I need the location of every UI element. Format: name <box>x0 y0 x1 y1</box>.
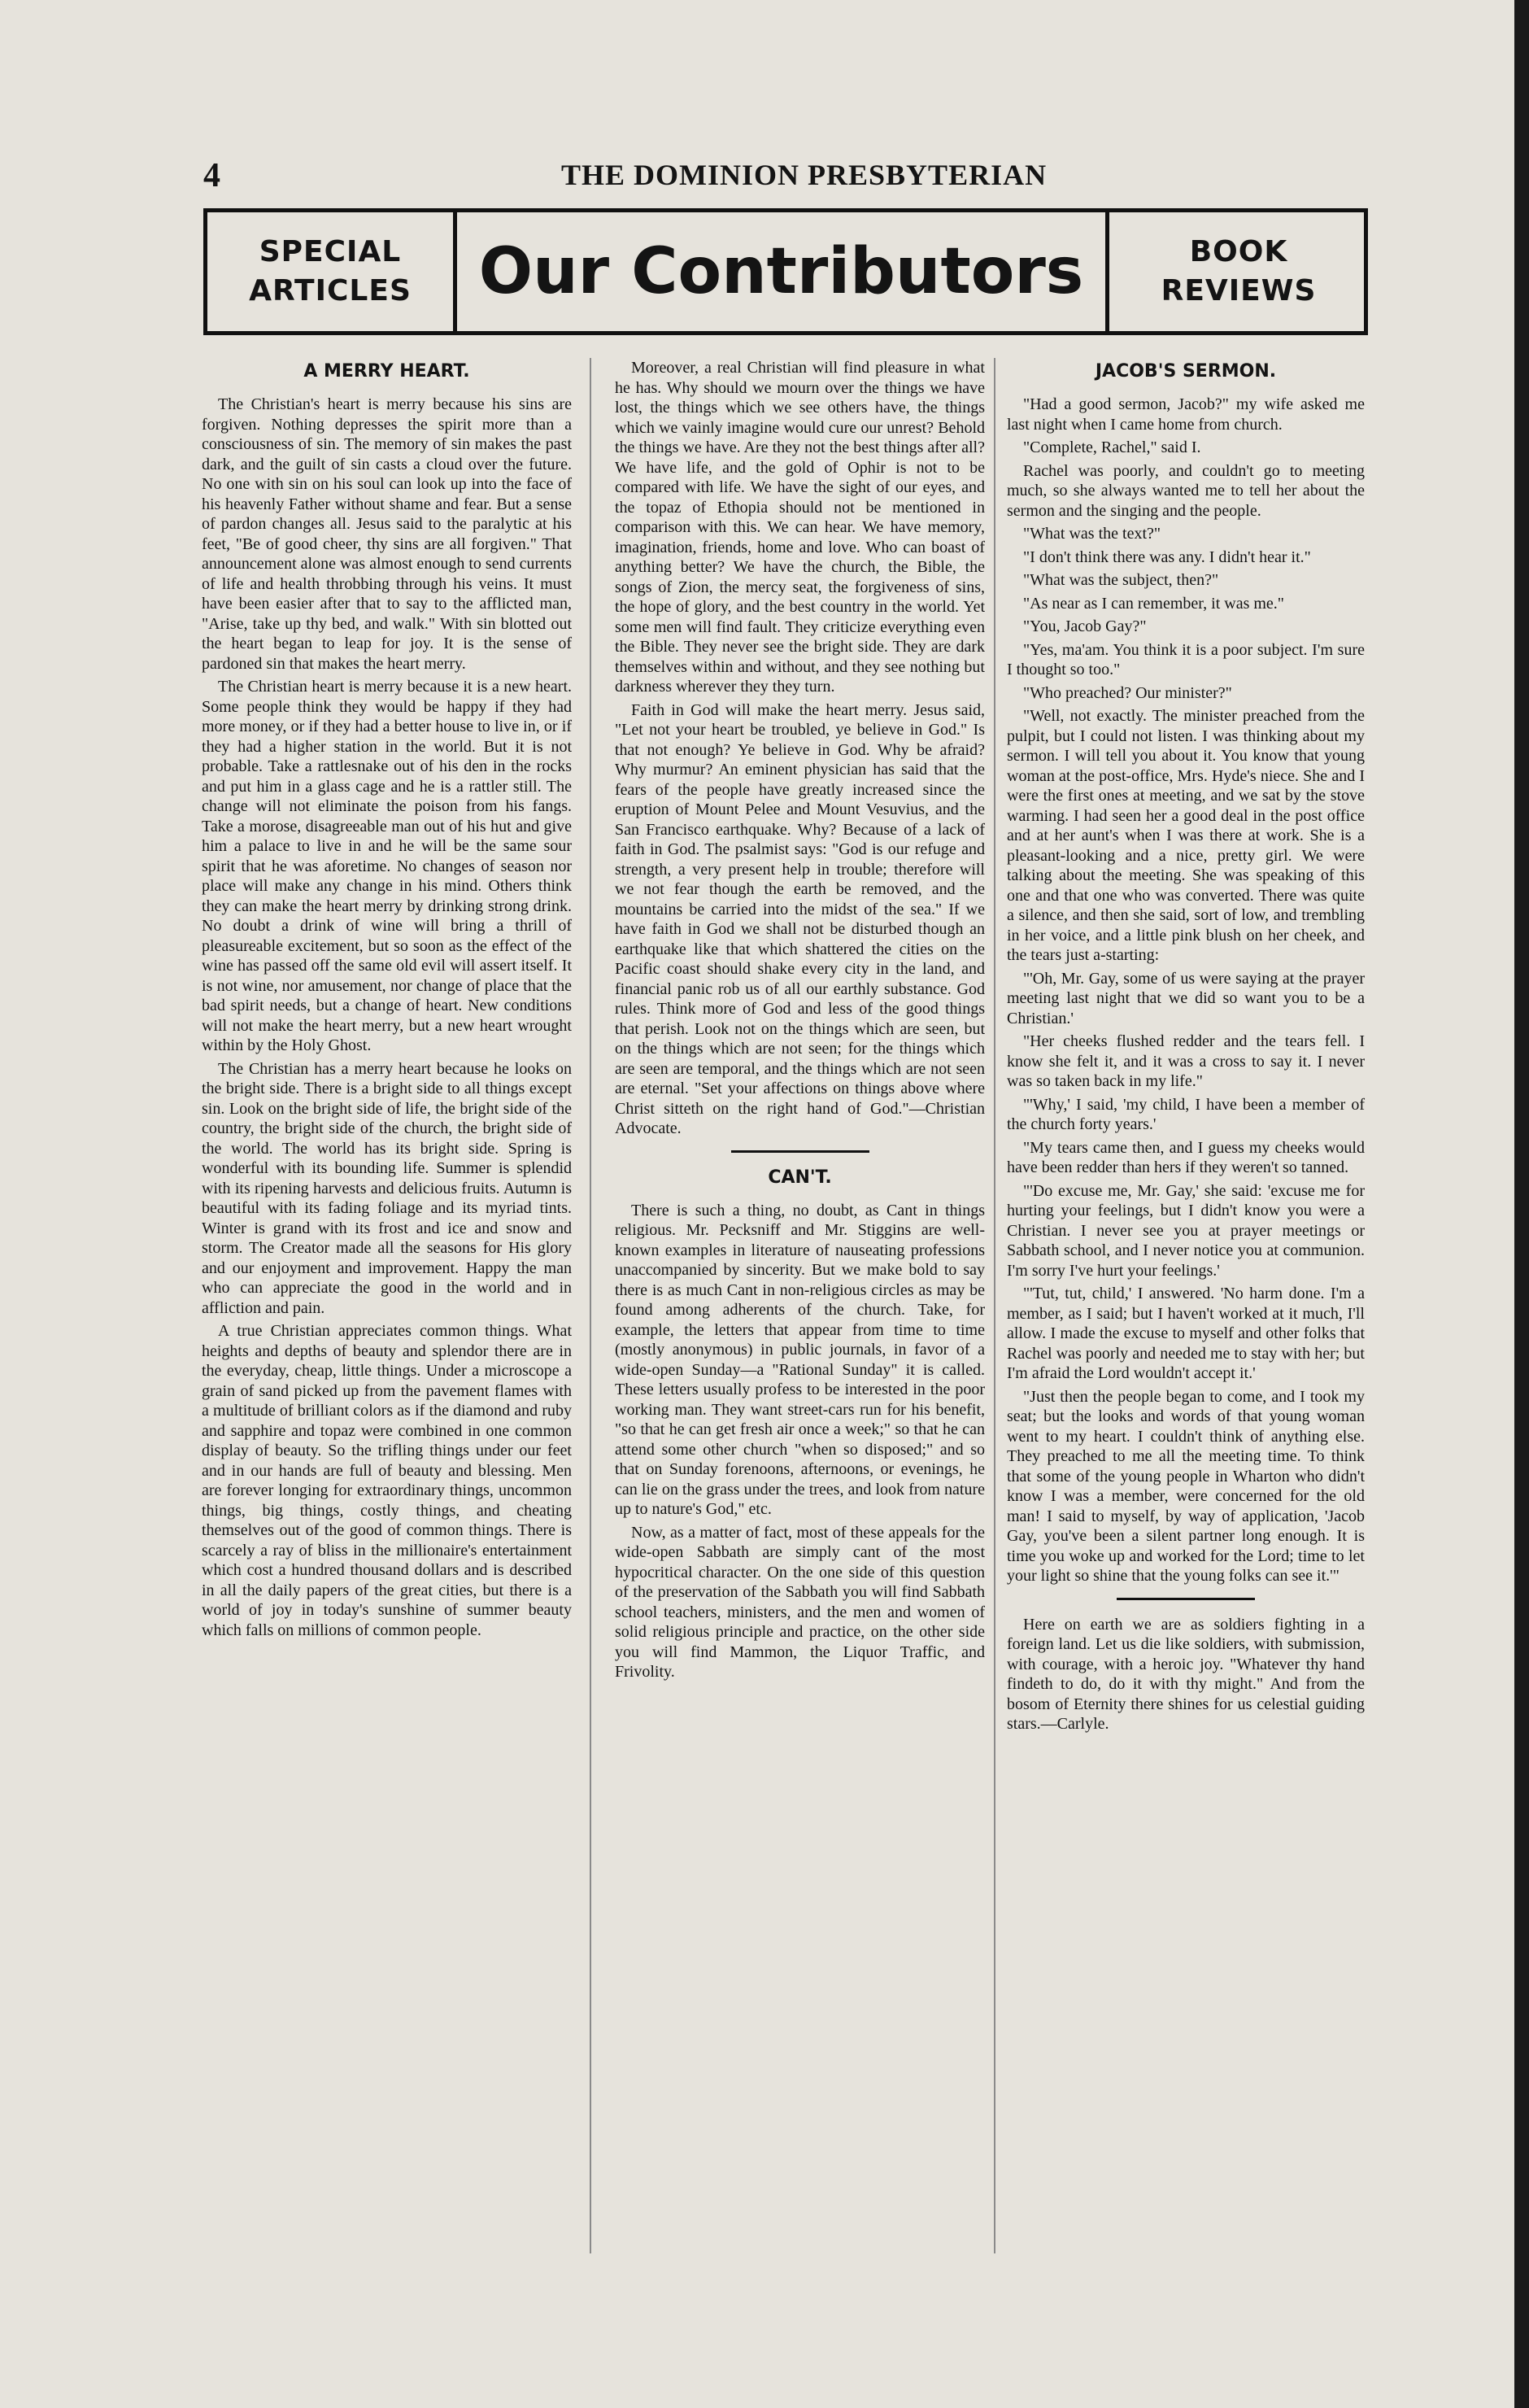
article-paragraph: "Complete, Rachel," said I. <box>1023 438 1201 456</box>
article-paragraph: "Well, not exactly. The minister preached from the pulpit, but I could not listen. I was thinking about my sermon. I will tell you about it. You know that young woman at the post-office, Mrs. Hyde's niece. She and I were the first ones at meeting, and we sat by the stove warming. I had seen her a good deal in the post office and at her aunt's when I was there at work. She is a pleasant-looking and a nice, pretty girl. We were talking about the meeting. She was speaking of this one and that one who was converted. There was quite a silence, and then she said, sort of low, and trembling in her voice, and a little pink blush on her cheek, and the tears just a-starting: <box>1007 707 1365 964</box>
article-paragraph: A true Christian appreciates common things. What heights and depths of beauty and splendor there are in the everyday, cheap, little things. Under a microscope a grain of sand picked up from the pavement flames with a multitude of brilliant colors as if the diamond and ruby and sapphire and topaz were combined in one common display of beauty. So the trifling things under our feet and in our hands are full of beauty and blessing. Men are forever longing for extraordinary things, uncommon things, big things, costly things, and cheating themselves out of the good of common things. There is scarcely a ray of bliss in the millionaire's entertainment which cost a hundred thousand dollars and is described in all the daily papers of the great cities, but there is a world of joy in today's sunshine of summer beauty which falls on millions of common people. <box>202 1322 572 1639</box>
article-paragraph: "'Oh, Mr. Gay, some of us were saying at the prayer meeting last night that we did so want you to be a Christian.' <box>1007 969 1365 1027</box>
article-paragraph: "I don't think there was any. I didn't hear it." <box>1023 547 1311 566</box>
article-paragraph: "Had a good sermon, Jacob?" my wife asked me last night when I came home from church. <box>1007 395 1365 434</box>
article-paragraph: "What was the subject, then?" <box>1023 571 1219 589</box>
article-paragraph: "'Tut, tut, child,' I answered. 'No harm done. I'm a member, as I said; but I haven't worked at it much, I'll allow. I made the excuse to myself and other folks that Rachel was poorly and needed me to stay with her; but I'm afraid the Lord wouldn't accept it.' <box>1007 1285 1365 1382</box>
article-paragraph: Now, as a matter of fact, most of these appeals for the wide-open Sabbath are simply cant of the most hypocritical character. On the one side of this question of the preservation of the Sabbath you will find Sabbath school teachers, ministers, and the men and women of solid religious principle and practice, on the other side you will find Mammon, the Liquor Traffic, and Frivolity. <box>615 1523 985 1681</box>
banner-right-line1: BOOK <box>1189 235 1288 268</box>
article-paragraph: There is such a thing, no doubt, as Cant in things religious. Mr. Pecksniff and Mr. Stiggins are well-known examples in literature of nauseating professions unaccompanied by sincerity. But we make bold to say there is as much Cant in non-religious circles as may be found among adherents of the church. Take, for example, the letters that appear from time to time (mostly anonymous) in public journals, in favor of a wide-open Sunday—a "Rational Sunday" it is called. These letters usually profess to be interested in the poor working man. They want street-cars run for his benefit, "so that he can get fresh air once a week;" so that he can attend some other church "when so disposed;" and so that on Sunday forenoons, afternoons, or evenings, he can lie on the grass under the trees, and look from nature up to nature's God," etc. <box>615 1201 985 1518</box>
article-paragraph: "Her cheeks flushed redder and the tears fell. I know she felt it, and it was a cross to say it. I never was so taken back in my life." <box>1007 1032 1365 1090</box>
section-rule <box>1117 1598 1255 1600</box>
article-paragraph: "'Why,' I said, 'my child, I have been a member of the church forty years.' <box>1007 1095 1365 1133</box>
banner-section-title: Our Contributors <box>478 235 1084 308</box>
banner-special-articles <box>207 212 457 331</box>
banner-right-line2: REVIEWS <box>1161 274 1317 308</box>
section-banner <box>203 208 1368 335</box>
banner-left-line2: ARTICLES <box>249 274 412 308</box>
article-paragraph: The Christian's heart is merry because his sins are forgiven. Nothing depresses the spirit more than a consciousness of sin. The memory of sin makes the past dark, and the guilt of sin casts a cloud over the future. No one with sin on his soul can look up into the face of his heavenly Father without shame and fear. But a sense of pardon changes all. Jesus said to the paralytic at his feet, "Be of good cheer, thy sins are all forgiven." That announcement alone was almost enough to send currents of life and health throbbing through his veins. It must have been easier after that to say to the afflicted man, "Arise, take up thy bed, and walk." With sin blotted out the heart began to leap for joy. It is the sense of pardoned sin that makes the heart merry. <box>202 395 572 673</box>
column-3 <box>1007 358 1365 1738</box>
column-2 <box>615 358 985 1686</box>
article-paragraph: "Who preached? Our minister?" <box>1023 683 1232 702</box>
article-paragraph: The Christian has a merry heart because he looks on the bright side. There is a bright side to all things except sin. Look on the bright side of life, the bright side of the country, the bright side of the church, the bright side of the world. The world has its bright side. Spring is wonderful with its bounding life. Summer is splendid with its ripening harvests and delicious fruits. Autumn is beautiful with its fading foliage and its myriad tints. Winter is grand with its frost and ice and snow and storm. The Creator made all the seasons for His glory and our enjoyment and improvement. Happy the man who can appreciate the good in the world and in affliction and pain. <box>202 1059 572 1317</box>
article-paragraph: "My tears came then, and I guess my cheeks would have been redder than hers if they weren't so tanned. <box>1007 1138 1365 1176</box>
article-heading: JACOB'S SERMON. <box>1095 361 1277 382</box>
article-heading: A MERRY HEART. <box>303 361 470 382</box>
article-paragraph: "Yes, ma'am. You think it is a poor subject. I'm sure I thought so too." <box>1007 640 1365 678</box>
article-paragraph: "'Do excuse me, Mr. Gay,' she said: 'excuse me for hurting your feelings, but I didn't know you were a Christian. I never see you at prayer meetings or Sabbath school, and I never notice you at communion. I'm sorry I've hurt your feelings.' <box>1007 1181 1365 1280</box>
column-divider <box>590 358 591 2253</box>
article-paragraph: The Christian heart is merry because it is a new heart. Some people think they would be happy if they had more money, or if they had a better house to live in, or if they had a higher station in the world. But it is not probable. Take a rattlesnake out of his den in the rocks and put him in a glass cage and he is a rattler still. The change will not eliminate the poison from his fangs. Take a morose, disagreeable man out of his hut and give him a palace to live in and he will be the same sour spirit that he was aforetime. No changes of season nor place will make any change in his mind. Others think they can make the heart merry by drinking strong drink. No doubt a drink of wine will bring a thrill of pleasureable excitement, but so soon as the effect of the wine has passed off the same old evil will assert itself. It is not wine, nor amusement, nor change of place that the bad spirit needs, but a change of heart. New conditions will not make the heart merry, but a new heart wrought within by the Holy Ghost. <box>202 678 572 1054</box>
column-divider <box>994 358 995 2253</box>
article-paragraph: "You, Jacob Gay?" <box>1023 617 1147 635</box>
running-header <box>203 156 1358 197</box>
article-paragraph: "As near as I can remember, it was me." <box>1023 594 1284 613</box>
article-paragraph: Rachel was poorly, and couldn't go to meeting much, so she always wanted me to tell her about the sermon and the singing and the people. <box>1007 461 1365 520</box>
article-paragraph: Moreover, a real Christian will find pleasure in what he has. Why should we mourn over the things we have lost, the things which we see others have, the things which we vainly imagine would cure our unrest? Behold the things we have. Are they not the best things after all? We have life, and the gold of Ophir is not to be compared with life. We have the sight of our eyes, and the topaz of Ethopia should not be mentioned in comparison with this. We can hear. We have memory, imagination, friends, home and love. Who can boast of anything better? We have the church, the Bible, the songs of Zion, the mercy seat, the forgiveness of sins, the hope of glory, and the best country in the world. Yet some men will find fault. They criticize everything even the Bible. They never see the bright side. They are dark themselves within and without, and they see nothing but darkness wherever they they turn. <box>615 359 985 696</box>
banner-book-reviews <box>1105 212 1368 331</box>
column-1 <box>202 358 572 1643</box>
article-heading: CAN'T. <box>768 1167 832 1188</box>
article-paragraph: "Just then the people began to come, and I took my seat; but the looks and words of that young woman went to my heart. I couldn't think of anything else. They preached to me all the meeting time. To think that some of the young people in Wharton who didn't know I was a member, were concerned for the old man! I said to myself, by way of application, 'Jacob Gay, you've been a silent partner long enough. It is time you woke up and worked for the Lord; time to let your light so shine that the young folks can see it.'" <box>1007 1387 1365 1585</box>
page-number: 4 <box>203 157 220 194</box>
article-paragraph: Here on earth we are as soldiers fighting in a foreign land. Let us die like soldiers, with submission, with courage, with a heroic joy. "Whatever thy hand findeth to do, do it with thy might." And from the bosom of Eternity there shines for us celestial guiding stars.—Carlyle. <box>1007 1615 1365 1733</box>
banner-left-line1: SPECIAL <box>259 235 402 268</box>
article-paragraph: Faith in God will make the heart merry. Jesus said, "Let not your heart be troubled, ye believe in God." Is that not enough? Ye believe in God. Why be afraid? Why murmur? An eminent physician has said that the fears of the people have greatly increased since the eruption of Mount Pelee and Mount Vesuvius, and the San Francisco earthquake. Why? Because of a lack of faith in God. The psalmist says: "God is our refuge and strength, a very present help in trouble; therefore will we not fear though the earth be removed, and the mountains be carried into the midst of the sea." If we have faith in God we shall not be disturbed though an earthquake like that which shattered the cities on the Pacific coast should shake every city in the land, and financial panic rob us of all our earthly substance. God rules. Think more of God and less of the good things that perish. Look not on the things which are seen, but on the things which are not seen; for the things which are seen are temporal, and the things which are not seen are eternal. "Set your affections on things above where Christ sitteth on the right hand of God."—Christian Advocate. <box>615 700 985 1137</box>
publication-title: THE DOMINION PRESBYTERIAN <box>561 159 1048 191</box>
article-paragraph: "What was the text?" <box>1023 525 1161 543</box>
section-rule <box>731 1150 869 1153</box>
